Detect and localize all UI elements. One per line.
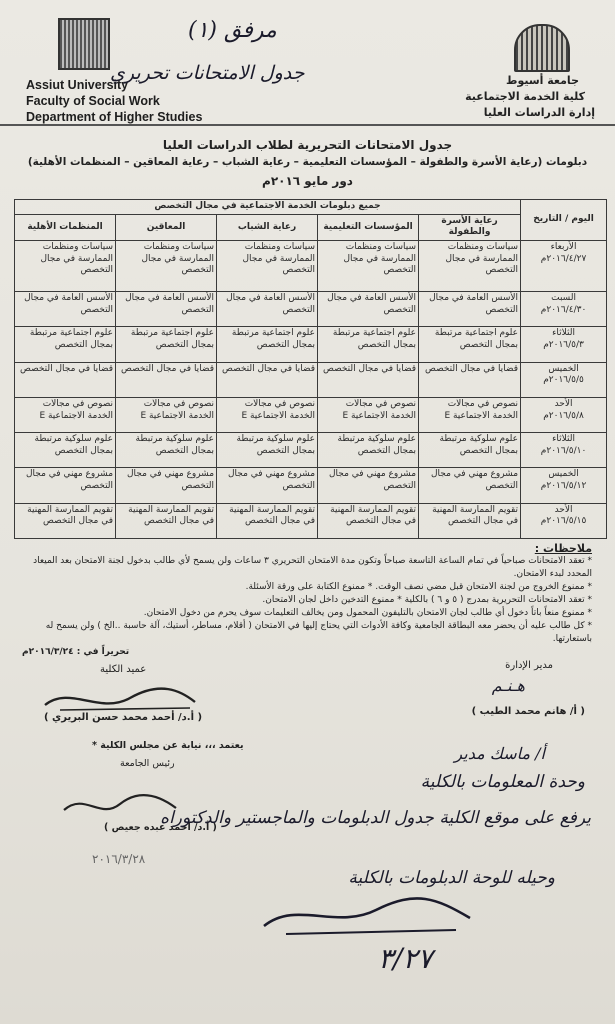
subject-cell: علوم سلوكية مرتبطة بمجال التخصص — [15, 433, 116, 468]
header-divider — [0, 124, 615, 126]
subject-cell: نصوص في مجالات الخدمة الاجتماعية E — [318, 397, 419, 432]
exam-date: ٢٠١٦/٥/١٥م — [540, 516, 587, 527]
exam-date: ٢٠١٦/٥/٥م — [543, 375, 584, 386]
day-date-header: اليوم / التاريخ — [521, 200, 607, 241]
subject-cell: سياسات ومنظمات الممارسة في مجال التخصص — [419, 241, 521, 292]
subject-cell: نصوص في مجالات الخدمة الاجتماعية E — [116, 397, 217, 432]
subject-cell: تقويم الممارسة المهنية في مجال التخصص — [15, 503, 116, 538]
handwritten-schedule-title: جدول الامتحانات تحريري — [110, 62, 305, 84]
subject-cell: علوم سلوكية مرتبطة بمجال التخصص — [318, 433, 419, 468]
exam-date: ٢٠١٦/٤/٣٠م — [540, 304, 587, 315]
day-date-cell — [521, 433, 607, 468]
admin-name: ( أ/ هانم محمد الطيب ) — [471, 706, 585, 717]
subject-cell: علوم سلوكية مرتبطة بمجال التخصص — [217, 433, 318, 468]
column-header: المؤسسات التعليمية — [318, 214, 419, 240]
day-name: الثلاثاء — [552, 328, 575, 339]
handwritten-date: ٣/٢٧ — [378, 942, 433, 975]
day-name: الخميس — [548, 363, 579, 374]
day-date-cell — [521, 327, 607, 362]
table-row — [15, 503, 607, 538]
subject-cell: تقويم الممارسة المهنية في مجال التخصص — [419, 503, 521, 538]
subject-cell: علوم اجتماعية مرتبطة بمجال التخصص — [217, 327, 318, 362]
exam-schedule-table — [14, 199, 607, 539]
handwritten-note-4: وحيله للوحة الدبلومات بالكلية — [348, 868, 555, 888]
subject-cell: تقويم الممارسة المهنية في مجال التخصص — [217, 503, 318, 538]
subject-cell: نصوص في مجالات الخدمة الاجتماعية E — [217, 397, 318, 432]
table-row — [15, 241, 607, 292]
department-name-ar: إدارة الدراسات العليا — [483, 106, 595, 119]
day-date-cell — [521, 503, 607, 538]
subject-cell: الأسس العامة في مجال التخصص — [116, 291, 217, 326]
day-name: الأربعاء — [550, 242, 577, 253]
subject-cell: قضايا في مجال التخصص — [419, 362, 521, 397]
approval-line: يعتمد ،،، نيابة عن مجلس الكلية * — [92, 740, 244, 751]
subject-cell: علوم اجتماعية مرتبطة بمجال التخصص — [318, 327, 419, 362]
exam-date: ٢٠١٦/٥/١٠م — [540, 445, 587, 456]
note-item: * ممنوع منعاً باتاً دخول أي طالب لجان الامتحان بالتليفون المحمول ومن يخالف التعليمات سوف يحرم من دخول الامتحان. — [143, 608, 592, 618]
note-item: * تعقد الامتحانات صباحياً في تمام الساعة التاسعة صباحاً وتكون مدة الامتحان التحريري ٣ ساعات ولن يسمح لأي طالب بدخول لجنة الامتحان بعد الميعاد المحدد لبدء الامتحان. — [33, 556, 592, 579]
university-name-en: Assiut University — [26, 78, 129, 92]
subject-cell: سياسات ومنظمات الممارسة في مجال التخصص — [116, 241, 217, 292]
stamp-date: ٢٠١٦/٣/٢٨ — [92, 852, 146, 866]
handwritten-signature-icon — [256, 890, 476, 940]
table-row — [15, 327, 607, 362]
subject-cell: مشروع مهني في مجال التخصص — [419, 468, 521, 503]
note-item: * تعقد الامتحانات التحريرية بمدرج ( ٥ و ٦ ) بالكلية * ممنوع التدخين داخل لجان الامتحان. — [262, 595, 592, 605]
subject-cell: سياسات ومنظمات الممارسة في مجال التخصص — [217, 241, 318, 292]
faculty-name-en: Faculty of Social Work — [26, 94, 160, 108]
day-name: الخميس — [548, 469, 579, 480]
session-line: دور مايو ٢٠١٦م — [262, 174, 353, 188]
subject-cell: الأسس العامة في مجال التخصص — [419, 291, 521, 326]
subject-cell: مشروع مهني في مجال التخصص — [217, 468, 318, 503]
subject-cell: تقويم الممارسة المهنية في مجال التخصص — [318, 503, 419, 538]
exam-date: ٢٠١٦/٤/٢٧م — [540, 253, 587, 264]
subject-cell: علوم اجتماعية مرتبطة بمجال التخصص — [419, 327, 521, 362]
dean-name: ( أ.د/ أحمد محمد حسن البريري ) — [44, 712, 203, 723]
handwritten-attachment-mark: مرفق (١) — [188, 18, 277, 43]
subject-cell: قضايا في مجال التخصص — [116, 362, 217, 397]
university-name-ar: جامعة أسيوط — [506, 74, 579, 87]
note-item: * ممنوع الخروج من لجنة الامتحان قبل مضي نصف الوقت. * ممنوع الكتابة على ورقة الأسئلة. — [245, 582, 592, 592]
day-name: السبت — [551, 292, 576, 303]
day-date-cell — [521, 291, 607, 326]
handwritten-note-1: أ/ ماسك مدير — [454, 744, 545, 763]
handwritten-note-2: وحدة المعلومات بالكلية — [420, 772, 585, 792]
day-name: الثلاثاء — [552, 434, 575, 445]
handwritten-note-3: يرفع على موقع الكلية جدول الدبلومات والماجستير والدكتوراه — [160, 808, 591, 828]
subject-cell: نصوص في مجالات الخدمة الاجتماعية E — [419, 397, 521, 432]
exam-date: ٢٠١٦/٥/٨م — [543, 410, 584, 421]
diplomas-line: دبلومات (رعاية الأسرة والطفولة – المؤسسات التعليمية – رعاية الشباب – رعاية المعاقين – المنظمات الأهلية) — [27, 156, 588, 168]
department-name-en: Department of Higher Studies — [26, 110, 203, 124]
subject-cell: الأسس العامة في مجال التخصص — [318, 291, 419, 326]
president-title: رئيس الجامعة — [120, 758, 175, 769]
subject-cell: قضايا في مجال التخصص — [15, 362, 116, 397]
day-name: الأحد — [554, 504, 573, 515]
day-date-cell — [521, 397, 607, 432]
subject-cell: مشروع مهني في مجال التخصص — [318, 468, 419, 503]
document-title: جدول الامتحانات التحريرية لطلاب الدراسات العليا — [162, 138, 453, 152]
faculty-name-ar: كلية الخدمة الاجتماعية — [465, 90, 585, 103]
subject-cell: قضايا في مجال التخصص — [318, 362, 419, 397]
table-row — [15, 291, 607, 326]
notes-section — [22, 542, 592, 659]
subject-cell: سياسات ومنظمات الممارسة في مجال التخصص — [318, 241, 419, 292]
column-header: المنظمات الأهلية — [15, 214, 116, 240]
faculty-logo-icon — [514, 24, 570, 72]
table-row — [15, 468, 607, 503]
assiut-university-seal-icon — [58, 18, 110, 70]
column-header: رعاية الأسرة والطفولة — [419, 214, 521, 240]
subject-cell: مشروع مهني في مجال التخصص — [15, 468, 116, 503]
subject-cell: مشروع مهني في مجال التخصص — [116, 468, 217, 503]
exam-date: ٢٠١٦/٥/١٢م — [540, 481, 587, 492]
dean-title: عميد الكلية — [100, 664, 147, 675]
subject-cell: علوم سلوكية مرتبطة بمجال التخصص — [419, 433, 521, 468]
exam-date: ٢٠١٦/٥/٣م — [543, 339, 584, 350]
president-name: ( أ.د/ أحمد عبده جعيص ) — [104, 822, 217, 833]
table-row — [15, 397, 607, 432]
subject-cell: تقويم الممارسة المهنية في مجال التخصص — [116, 503, 217, 538]
column-header: رعاية الشباب — [217, 214, 318, 240]
subject-cell: الأسس العامة في مجال التخصص — [15, 291, 116, 326]
subject-cell: نصوص في مجالات الخدمة الاجتماعية E — [15, 397, 116, 432]
subject-cell: سياسات ومنظمات الممارسة في مجال التخصص — [15, 241, 116, 292]
column-header: المعاقين — [116, 214, 217, 240]
table-row — [15, 362, 607, 397]
table-row — [15, 433, 607, 468]
subject-cell: الأسس العامة في مجال التخصص — [217, 291, 318, 326]
subject-cell: علوم اجتماعية مرتبطة بمجال التخصص — [116, 327, 217, 362]
subject-cell: علوم سلوكية مرتبطة بمجال التخصص — [116, 433, 217, 468]
day-name: الأحد — [554, 398, 573, 409]
admin-signature: هـنـم — [491, 676, 525, 695]
group-header: جميع دبلومات الخدمة الاجتماعية في مجال التخصص — [15, 200, 521, 215]
notes-heading: ملاحظات : — [534, 542, 592, 555]
day-date-cell — [521, 468, 607, 503]
admin-title: مدير الإدارة — [505, 660, 553, 671]
issue-date: تحريراً في : ٢٠١٦/٣/٢٤م — [22, 647, 130, 657]
day-date-cell — [521, 241, 607, 292]
day-date-cell — [521, 362, 607, 397]
note-item: * كل طالب عليه أن يحضر معه البطاقة الجامعية وكافة الأدوات التي يحتاج إليها في الامتحان ( أقلام، مساطر، أستيك، آلة حاسبة ..الخ ) ولن يسمح له باستعارتها. — [45, 621, 592, 644]
subject-cell: قضايا في مجال التخصص — [217, 362, 318, 397]
subject-cell: علوم اجتماعية مرتبطة بمجال التخصص — [15, 327, 116, 362]
